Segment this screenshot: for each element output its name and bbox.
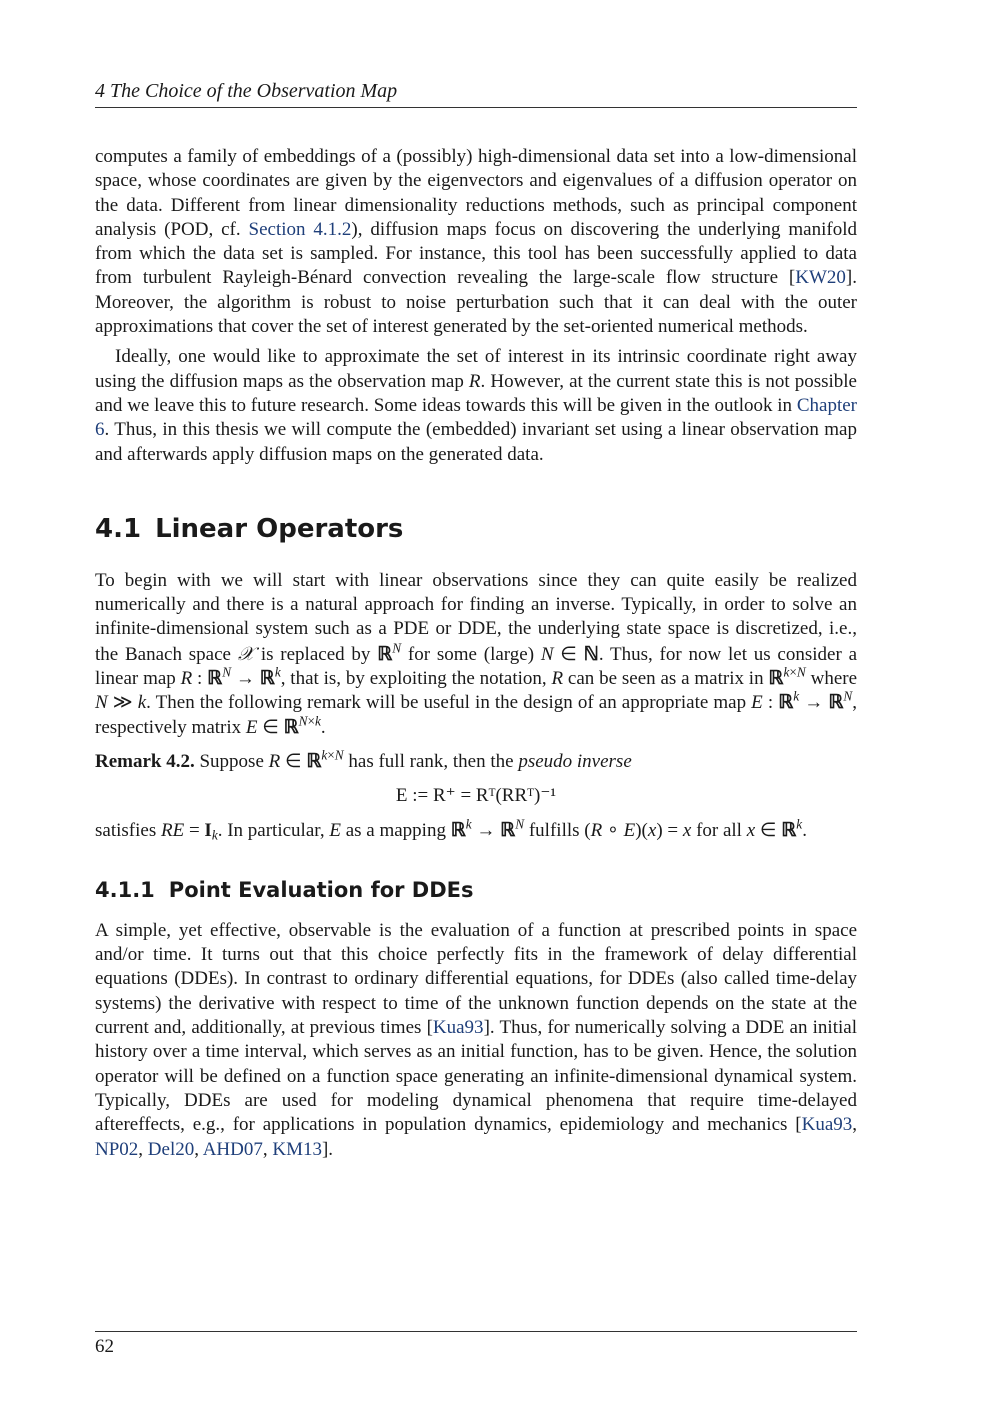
citation-np02[interactable]: NP02 <box>95 1138 139 1160</box>
running-header: 4 The Choice of the Observation Map <box>95 80 857 108</box>
remark-label: Remark 4.2. <box>95 750 195 772</box>
intro-paragraph-2: Ideally, one would like to approximate the set of interest in its intrinsic coordinate right away using the diffusion maps as the observation map R. However, at the current state this is not possible and we leave this to future research. Some ideas towards this will be given in the outlook in Chapter 6. Thus, in this thesis we will compute the (embedded) invariant set using a linear observation map and afterwards apply diffusion maps on the generated data. <box>95 346 857 465</box>
subsection-paragraph-1: A simple, yet effective, observable is the evaluation of a function at prescribed points in space and/or time. It turns out that this choice perfectly fits in the framework of delay differential equations (DDEs). In contrast to ordinary differential equations, for DDEs (also called time-delay systems) the derivative with respect to time of the unknown function depends on the state at the current and, additionally, at previous times [Kua93]. Thus, for numerically solving a DDE an initial history over a time interval, which serves as an initial function, has to be given. Hence, the solution operator will be defined on a function space generating an infinite-dimensional dynamical system. Typically, DDEs are used for modeling dynamical phenomena that require time-delayed aftereffects, e.g., for applications in population dynamics, epidemiology and mechanics [Kua93, NP02, Del20, AHD07, KM13]. <box>95 919 857 1160</box>
chapter-6-link[interactable]: Chapter 6 <box>95 394 857 441</box>
citation-kua93[interactable]: Kua93 <box>432 1017 484 1039</box>
intro-paragraph-1: computes a family of embeddings of a (possibly) high-dimensional data set into a low-dimensional space, whose coordinates are given by the eigenvectors and eigenvalues of a diffusion operator on the data. Different from linear dimensionality reductions methods, such as principal component analysis (POD, cf. Section 4.1.2), diffusion maps focus on discovering the underlying manifold from which the data set is sampled. For instance, this tool has been successfully applied to data from turbulent Rayleigh-Bénard convection revealing the large-scale flow structure [KW20]. Moreover, the algorithm is robust to noise perturbation such that it can deal with the outer approximations that cover the set of interest generated by the set-oriented numerical methods. <box>95 146 858 338</box>
page-footer <box>95 1331 857 1358</box>
section-4-1-2-link[interactable]: Section 4.1.2 <box>248 218 352 240</box>
page <box>95 0 857 1414</box>
citation-ahd07[interactable]: AHD07 <box>202 1138 263 1160</box>
page-number: 62 <box>95 1336 114 1357</box>
page-body <box>95 145 857 1162</box>
section-heading: 4.1 Linear Operators <box>95 513 404 544</box>
subsection-heading: 4.1.1 Point Evaluation for DDEs <box>95 877 474 902</box>
citation-del20[interactable]: Del20 <box>147 1138 195 1160</box>
remark-4-2: Remark 4.2. Suppose R ∈ ℝ$^{k\times N}$ has full rank, then the pseudo inverse <box>95 747 632 772</box>
section-paragraph-1: To begin with we will start with linear observations since they can quite easily be realized numerically and there is a natural approach for finding an inverse. Typically, in order to solve an infinite-dimensional system such as a PDE or DDE, the underlying state space is discretized, i.e., the Banach space 𝒳 is replaced by ℝ$^N$ for some (large) N ∈ ℕ. Thus, for now let us consider a linear map R : ℝ$^N$ → ℝ$^k$, that is, by exploiting the notation, R can be seen as a matrix in ℝ$^{k\times N}$ where N ≫ k. Then the following remark will be useful in the design of an appropriate map E : ℝ$^k$ → ℝ$^N$, respectively matrix E ∈ ℝ$^{N\times k}$. <box>95 569 858 738</box>
citation-kw20[interactable]: KW20 <box>795 267 846 289</box>
remark-continuation: satisfies RE = $I_k$. In particular, E as a mapping ℝ$^k$ → ℝ$^N$ fulfills (R ∘ E)(x) = x for all x ∈ ℝ$^k$. <box>95 816 807 842</box>
citation-kua93-2[interactable]: Kua93 <box>801 1114 853 1136</box>
pseudo-inverse-formula: E := R⁺ = Rᵀ(RRᵀ)⁻¹ <box>395 785 557 807</box>
citation-km13[interactable]: KM13 <box>272 1138 322 1160</box>
